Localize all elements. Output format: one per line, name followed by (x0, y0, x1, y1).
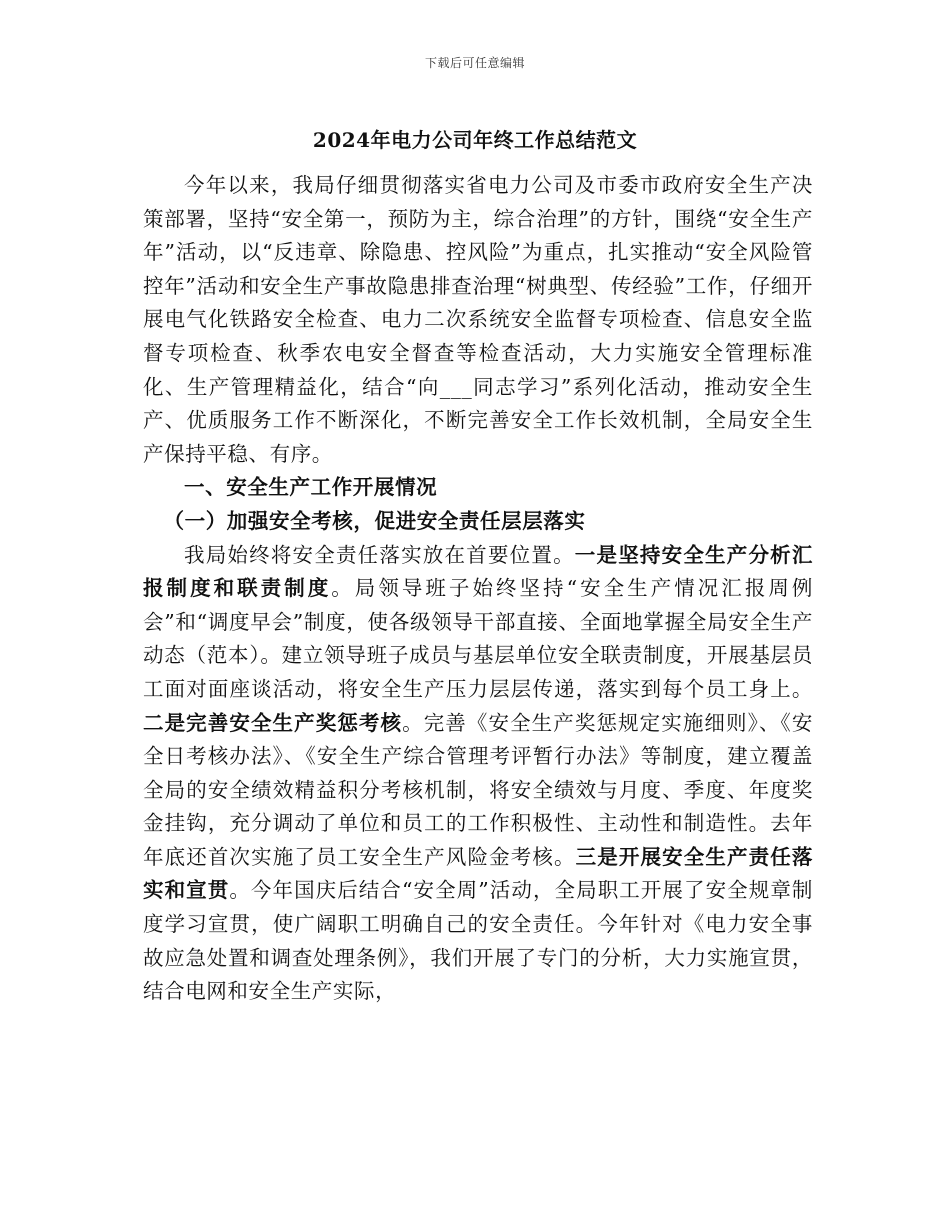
body-paragraph (143, 539, 813, 1009)
paragraph-text: 。局领导班子始终坚持“安全生产情况汇报周例会”和“调度早会”制度，使各级领导干部直接、全面地掌握全局安全生产动态（范本）。建立领导班子成员与基层单位安全联责制度，开展基层员工面对面座谈活动，将安全生产压力层层传递，落实到每个员工身上。 (143, 576, 813, 701)
paragraph-text: 。今年国庆后结合“安全周”活动，全局职工开展了安全规章制度学习宣贯，使广阔职工明确自己的安全责任。今年针对《电力安全事故应急处置和调查处理条例》，我们开展了专门的分析，大力实施宣贯，结合电网和安全生产实际， (143, 878, 814, 1004)
header-note: 下载后可任意编辑 (424, 56, 525, 70)
document-title: 2024年电力公司年终工作总结范文 (312, 128, 638, 152)
bold-point-2: 二是完善安全生产奖惩考核 (143, 710, 403, 735)
paragraph-text: 。完善《安全生产奖惩规定实施细则》、《安全日考核办法》、《安全生产综合管理考评暂行办法》等制度，建立覆盖全局的安全绩效精益积分考核机制，将安全绩效与月度、季度、年度奖金挂钩，充分调动了单位和员工的工作积极性、主动性和制造性。去年年底还首次实施了员工安全生产风险金考核。 (143, 710, 813, 869)
subsection-heading: （一）加强安全考核，促进安全责任层层落实 (163, 508, 586, 533)
section-heading: 一、安全生产工作开展情况 (184, 475, 438, 500)
paragraph-text: 我局始终将安全责任落实放在首要位置。 (184, 542, 575, 567)
bold-point-1: 一是坚持安全生产分析汇报制度和联责制度 (143, 542, 813, 601)
bold-point-3: 三是开展安全生产责任落实和宣贯 (143, 844, 813, 903)
document-body (143, 169, 813, 1009)
intro-paragraph: 今年以来，我局仔细贯彻落实省电力公司及市委市政府安全生产决策部署，坚持“安全第一，预防为主，综合治理”的方针，围绕“安全生产年”活动，以“反违章、除隐患、控风险”为重点，扎实推动“安全风险管控年”活动和安全生产事故隐患排查治理“树典型、传经验”工作，仔细开展电气化铁路安全检查、电力二次系统安全监督专项检查、信息安全监督专项检查、秋季农电安全督查等检查活动，大力实施安全管理标准化、生产管理精益化，结合“向___同志学习”系列化活动，推动安全生产、优质服务工作不断深化，不断完善安全工作长效机制，全局安全生产保持平稳、有序。 (143, 173, 813, 466)
